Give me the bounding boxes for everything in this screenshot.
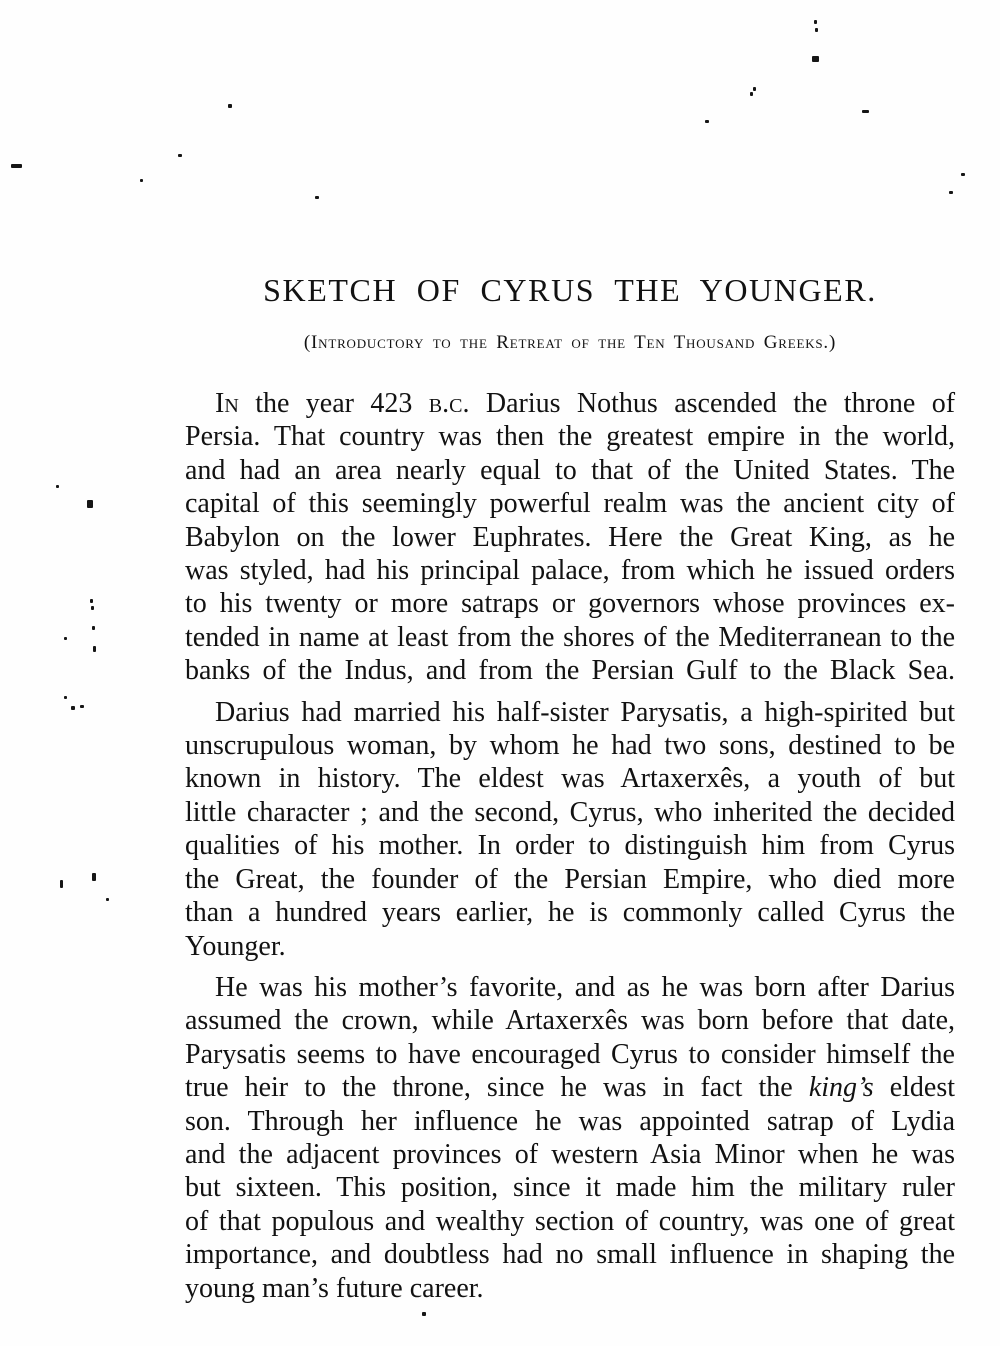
- text-line: Darius had married his half-sister Parysatis, a high-spirited but: [215, 696, 955, 728]
- scan-speck: [705, 120, 709, 123]
- text-line: the Great, the founder of the Persian Empire, who died more: [185, 863, 955, 895]
- text-segment: Darius Nothus ascended the throne of: [485, 388, 956, 419]
- text-segment: eldest: [889, 1072, 956, 1104]
- scan-speck: [90, 599, 93, 603]
- scan-speck: [64, 637, 67, 640]
- scan-speck: [60, 880, 63, 888]
- page-subtitle: (Introductory to the Retreat of the Ten Thousand Greeks.): [303, 332, 837, 353]
- text-line: unscrupulous woman, by whom he had two sons, destined to be: [185, 730, 955, 762]
- scan-speck: [93, 646, 96, 652]
- scan-speck: [106, 898, 109, 901]
- text-line: capital of this seemingly powerful realm was the ancient city of: [185, 488, 955, 520]
- scan-speck: [178, 154, 182, 157]
- scan-speck: [750, 92, 753, 96]
- paragraph-3: [185, 971, 955, 1305]
- scan-speck: [315, 196, 319, 199]
- text-line: [185, 1071, 955, 1104]
- scan-speck: [753, 87, 756, 91]
- scan-speck: [961, 173, 965, 176]
- smallcaps-word: In: [215, 388, 239, 419]
- text-line: young man’s future career.: [185, 1272, 484, 1304]
- scan-speck: [140, 179, 143, 182]
- text-line: son. Through her influence he was appointed satrap of Lydia: [185, 1105, 955, 1137]
- scan-speck: [91, 606, 94, 610]
- scan-speck: [92, 873, 96, 881]
- text-line: [185, 387, 955, 420]
- italic-word: king’s: [808, 1072, 874, 1104]
- text-segment: the year 423: [255, 388, 413, 419]
- scan-speck: [812, 56, 819, 62]
- text-segment: true heir to the throne, since he was in fact the: [185, 1072, 793, 1104]
- scan-speck: [949, 191, 953, 194]
- paragraph-2: [185, 696, 955, 963]
- scan-speck: [87, 500, 93, 508]
- text-line: He was his mother’s favorite, and as he was born after Darius: [215, 971, 955, 1003]
- text-line: of that populous and wealthy section of country, was one of great: [185, 1205, 955, 1237]
- text-line: to his twenty or more satraps or governors whose provinces ex-: [185, 588, 955, 620]
- scan-speck: [56, 485, 59, 488]
- scan-speck: [92, 626, 95, 630]
- scan-speck: [71, 706, 75, 710]
- text-line: Babylon on the lower Euphrates. Here the Great King, as he: [185, 521, 955, 553]
- scan-speck: [228, 104, 232, 108]
- text-line: importance, and doubtless had no small influence in shaping the: [185, 1239, 955, 1271]
- page-title: SKETCH OF CYRUS THE YOUNGER.: [263, 272, 877, 308]
- text-line: and had an area nearly equal to that of the United States. The: [185, 454, 955, 486]
- scan-speck: [422, 1312, 426, 1316]
- scan-speck: [64, 696, 67, 699]
- text-line: assumed the crown, while Artaxerxês was born before that date,: [185, 1005, 955, 1037]
- scan-speck: [11, 164, 22, 168]
- text-line: Younger.: [185, 930, 286, 962]
- text-line: Parysatis seems to have encouraged Cyrus to consider himself the: [185, 1038, 955, 1070]
- smallcaps-abbrev: b.c.: [428, 388, 470, 419]
- text-line: little character ; and the second, Cyrus, who inherited the decided: [185, 796, 955, 828]
- scan-speck: [814, 20, 817, 24]
- text-line: banks of the Indus, and from the Persian Gulf to the Black Sea.: [185, 655, 955, 687]
- text-line: qualities of his mother. In order to distinguish him from Cyrus: [185, 830, 955, 862]
- text-line: than a hundred years earlier, he is commonly called Cyrus the: [185, 897, 955, 929]
- scan-speck: [80, 705, 84, 708]
- text-line: but sixteen. This position, since it made him the military ruler: [185, 1172, 955, 1204]
- text-line: was styled, had his principal palace, from which he issued orders: [185, 555, 955, 587]
- scan-speck: [815, 28, 818, 32]
- text-line: and the adjacent provinces of western Asia Minor when he was: [185, 1138, 955, 1170]
- body-text: [185, 387, 955, 1305]
- paragraph-1: [185, 387, 955, 688]
- text-line: tended in name at least from the shores of the Mediterranean to the: [185, 621, 955, 653]
- text-line: Persia. That country was then the greatest empire in the world,: [185, 421, 955, 453]
- text-line: known in history. The eldest was Artaxerxês, a youth of but: [185, 763, 955, 795]
- scan-speck: [862, 110, 869, 113]
